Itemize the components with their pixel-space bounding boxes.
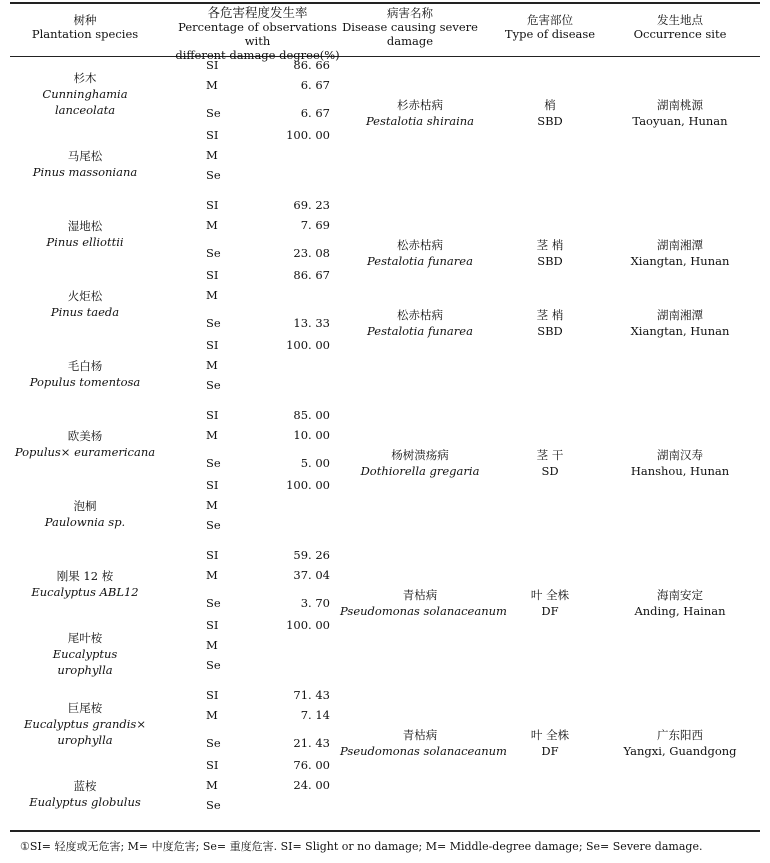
header-percentage	[165, 6, 350, 62]
degree-value: 7. 69	[300, 218, 330, 232]
degree-label: Se	[206, 316, 221, 330]
degree-label: M	[206, 498, 218, 512]
degree-label: SI	[206, 688, 219, 702]
degree-label: Se	[206, 798, 221, 812]
degree-value: 76. 00	[293, 758, 330, 772]
species-en: urophylla	[57, 663, 113, 677]
species-cell	[10, 148, 160, 180]
header-site-cn: 发生地点	[657, 13, 703, 27]
degree-label: SI	[206, 268, 219, 282]
degree-value: 86. 67	[293, 268, 330, 282]
header-pct-en-1: Percentage of observations with	[178, 20, 337, 48]
type-cn: 茎 梢	[536, 308, 564, 322]
disease-en: Dothiorella gregaria	[360, 464, 480, 478]
species-en: Eualyptus globulus	[29, 795, 141, 809]
degree-value: 3. 70	[300, 596, 330, 610]
degree-label: SI	[206, 618, 219, 632]
degree-value: 10. 00	[293, 428, 330, 442]
header-species-en: Plantation species	[31, 27, 139, 41]
degree-label: Se	[206, 378, 221, 392]
degree-label: M	[206, 78, 218, 92]
footnote: ①SI= 轻度或无危害; M= 中度危害; Se= 重度危害. SI= Slight or no damage; M= Middle-degree damage; Se= Severe damage.	[20, 840, 703, 853]
species-cn: 泡桐	[73, 499, 97, 513]
type-cn: 叶 全株	[530, 588, 570, 602]
degree-label: SI	[206, 478, 219, 492]
degree-label: SI	[206, 338, 219, 352]
degree-label: Se	[206, 246, 221, 260]
species-cell	[10, 630, 160, 678]
degree-value: 86. 66	[293, 58, 330, 72]
species-cn: 欧美杨	[67, 429, 103, 443]
site-en: Yangxi, Guandgong	[623, 744, 737, 758]
site-en: Xiangtan, Hunan	[630, 254, 730, 268]
degree-value: 6. 67	[300, 78, 330, 92]
degree-value: 13. 33	[293, 316, 330, 330]
degree-label: SI	[206, 128, 219, 142]
header-disease	[330, 6, 490, 48]
species-cn: 尾叶桉	[67, 631, 103, 645]
degree-label: M	[206, 358, 218, 372]
degree-label: M	[206, 288, 218, 302]
header-disease-cn: 病害名称	[387, 6, 433, 20]
disease-cn: 杨树溃疡病	[391, 448, 449, 462]
species-cn: 杉木	[73, 71, 97, 85]
species-cell	[10, 568, 160, 600]
site-cn: 湖南湘潭	[657, 308, 703, 322]
header-site-en: Occurrence site	[633, 27, 727, 41]
bottom-rule	[10, 830, 760, 832]
species-cn: 毛白杨	[67, 359, 103, 373]
species-cell	[10, 288, 160, 320]
degree-value: 5. 00	[300, 456, 330, 470]
disease-cn: 松赤枯病	[397, 308, 443, 322]
degree-value: 6. 67	[300, 106, 330, 120]
species-cn: 蓝桉	[73, 779, 97, 793]
site-en: Xiangtan, Hunan	[630, 324, 730, 338]
disease-en: Pestalotia funarea	[367, 324, 473, 338]
site-cn: 广东阳西	[657, 728, 703, 742]
degree-value: 71. 43	[293, 688, 330, 702]
disease-cn: 松赤枯病	[397, 238, 443, 252]
header-pct-en-2: different damage degree(%)	[175, 48, 340, 62]
degree-value: 24. 00	[293, 778, 330, 792]
degree-label: M	[206, 638, 218, 652]
species-en: Eucalyptus	[52, 647, 118, 661]
degree-label: SI	[206, 58, 219, 72]
degree-label: Se	[206, 596, 221, 610]
degree-label: Se	[206, 736, 221, 750]
header-disease-en-2: damage	[386, 34, 434, 48]
species-en: Pinus massoniana	[32, 165, 138, 179]
degree-label: Se	[206, 168, 221, 182]
type-cn: 茎 梢	[536, 238, 564, 252]
species-cell	[10, 358, 160, 390]
species-en: lanceolata	[54, 103, 116, 117]
type-en: SBD	[537, 324, 563, 338]
degree-label: M	[206, 708, 218, 722]
disease-cn: 青枯病	[402, 728, 438, 742]
type-en: DF	[541, 744, 559, 758]
type-en: SBD	[537, 114, 563, 128]
degree-label: SI	[206, 758, 219, 772]
site-cn: 湖南桃源	[657, 98, 703, 112]
degree-value: 69. 23	[293, 198, 330, 212]
degree-value: 59. 26	[293, 548, 330, 562]
species-cn: 刚果 12 桉	[56, 569, 114, 583]
degree-value: 100. 00	[286, 618, 330, 632]
degree-label: M	[206, 568, 218, 582]
disease-cn: 杉赤枯病	[397, 98, 443, 112]
degree-value: 85. 00	[293, 408, 330, 422]
species-en: Populus tomentosa	[29, 375, 141, 389]
type-en: SBD	[537, 254, 563, 268]
species-en: Eucalyptus grandis×	[24, 717, 146, 731]
degree-label: Se	[206, 106, 221, 120]
species-cell	[10, 218, 160, 250]
header-site	[610, 13, 750, 41]
header-pct-cn: 各危害程度发生率	[207, 5, 308, 20]
degree-label: SI	[206, 198, 219, 212]
degree-label: M	[206, 148, 218, 162]
type-en: SD	[541, 464, 559, 478]
species-en: urophylla	[57, 733, 113, 747]
species-en: Eucalyptus ABL12	[31, 585, 139, 599]
disease-en: Pestalotia shiraina	[365, 114, 475, 128]
degree-value: 37. 04	[293, 568, 330, 582]
type-cn: 叶 全株	[530, 728, 570, 742]
disease-en: Pestalotia funarea	[367, 254, 473, 268]
degree-label: M	[206, 428, 218, 442]
species-cn: 湿地松	[67, 219, 103, 233]
site-cn: 湖南汉寿	[657, 448, 703, 462]
species-en: Pinus taeda	[50, 305, 120, 319]
header-type	[495, 13, 605, 41]
top-rule	[10, 2, 760, 4]
species-cn: 火炬松	[67, 289, 103, 303]
species-en: Paulownia sp.	[44, 515, 126, 529]
species-cell	[10, 700, 160, 748]
species-cell	[10, 70, 160, 118]
degree-value: 21. 43	[293, 736, 330, 750]
degree-label: Se	[206, 518, 221, 532]
degree-label: SI	[206, 548, 219, 562]
species-cell	[10, 778, 160, 810]
header-rule	[10, 56, 760, 57]
header-species-cn: 树种	[73, 13, 97, 27]
type-cn: 梢	[544, 98, 556, 112]
site-en: Taoyuan, Hunan	[632, 114, 728, 128]
degree-label: SI	[206, 408, 219, 422]
header-species	[10, 13, 160, 41]
species-en: Populus× euramericana	[14, 445, 156, 459]
degree-label: M	[206, 218, 218, 232]
site-en: Hanshou, Hunan	[630, 464, 730, 478]
degree-value: 7. 14	[300, 708, 330, 722]
species-en: Cunninghamia	[42, 87, 128, 101]
species-cell	[10, 498, 160, 530]
degree-value: 23. 08	[293, 246, 330, 260]
disease-en: Pseudomonas solanaceanum	[340, 744, 507, 758]
type-cn: 茎 干	[536, 448, 564, 462]
species-en: Pinus elliottii	[46, 235, 124, 249]
disease-cn: 青枯病	[402, 588, 438, 602]
degree-value: 100. 00	[286, 478, 330, 492]
species-cn: 巨尾桉	[67, 701, 103, 715]
site-en: Anding, Hainan	[634, 604, 726, 618]
header-type-en: Type of disease	[504, 27, 596, 41]
disease-en: Pseudomonas solanaceanum	[340, 604, 507, 618]
type-en: DF	[541, 604, 559, 618]
degree-label: M	[206, 778, 218, 792]
degree-label: Se	[206, 658, 221, 672]
species-cell	[10, 428, 160, 460]
header-type-cn: 危害部位	[527, 13, 573, 27]
site-cn: 海南安定	[657, 588, 703, 602]
degree-value: 100. 00	[286, 128, 330, 142]
species-cn: 马尾松	[67, 149, 103, 163]
degree-label: Se	[206, 456, 221, 470]
degree-value: 100. 00	[286, 338, 330, 352]
header-disease-en-1: Disease causing severe	[342, 20, 478, 34]
site-cn: 湖南湘潭	[657, 238, 703, 252]
